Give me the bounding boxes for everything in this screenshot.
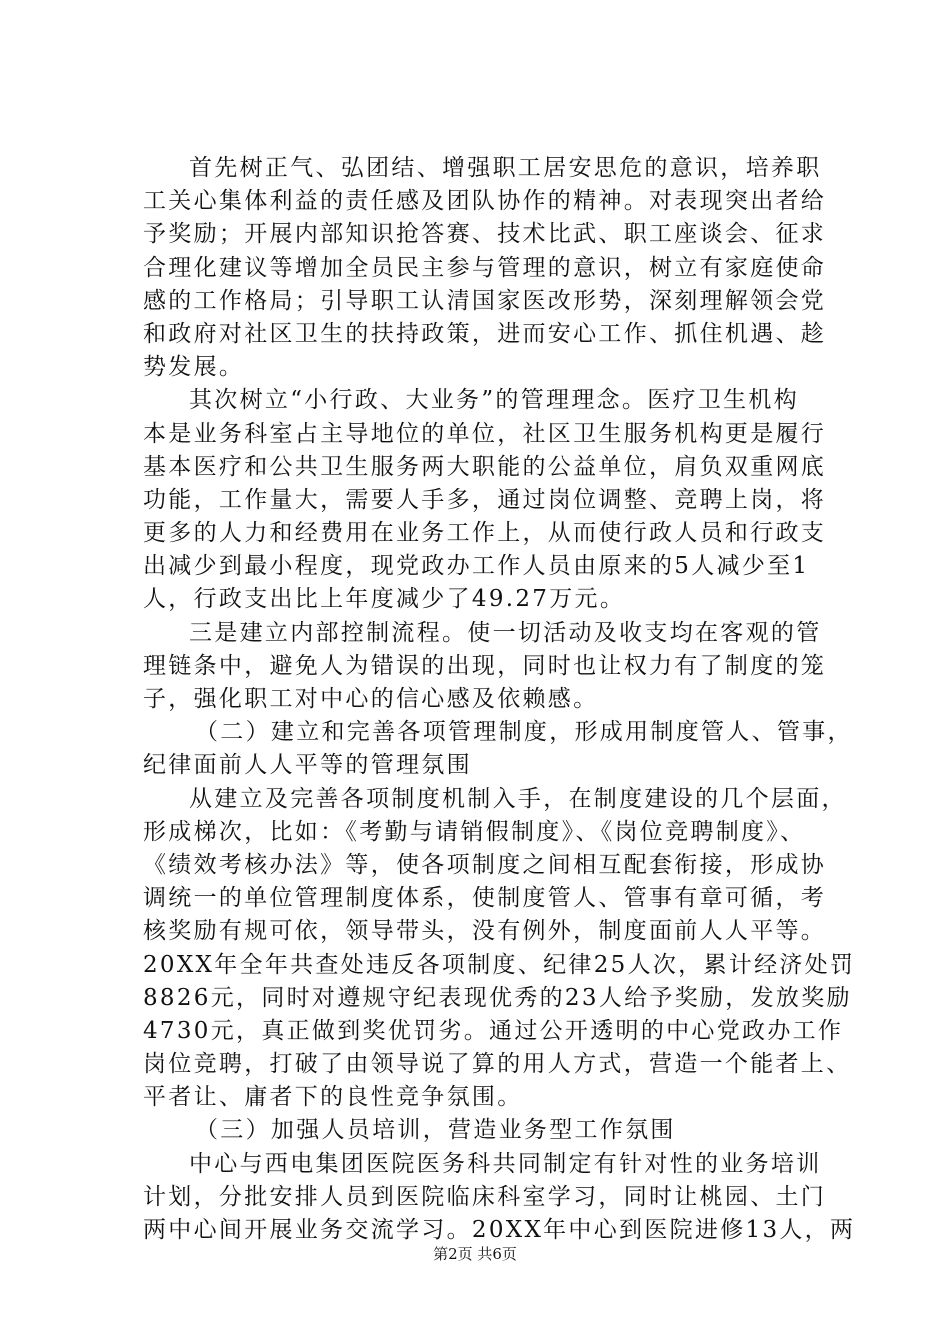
text-line: 合理化建议等增加全员民主参与管理的意识，树立有家庭使命 — [143, 254, 827, 281]
text-line: 首先树正气、弘团结、增强职工居安思危的意识，培养职 — [189, 155, 822, 181]
text-line: 工关心集体利益的责任感及团队协作的精神。对表现突出者给 — [143, 188, 827, 215]
text-line: 从建立及完善各项制度机制入手，在制度建设的几个层面， — [189, 785, 847, 812]
text-line: 20XX年全年共查处违反各项制度、纪律25人次，累计经济处罚 — [143, 951, 856, 978]
text-line: （三）加强人员培训，营造业务型工作氛围 — [195, 1117, 676, 1144]
text-line: 势发展。 — [143, 354, 245, 381]
text-line: 和政府对社区卫生的扶持政策，进而安心工作、抓住机遇、趁 — [143, 320, 827, 347]
text-line: 计划，分批安排人员到医院临床科室学习，同时让桃园、土门 — [143, 1183, 827, 1210]
text-line: 功能，工作量大，需要人手多，通过岗位调整、竞聘上岗，将 — [143, 486, 827, 513]
text-line: 中心与西电集团医院医务科共同制定有针对性的业务培训 — [189, 1150, 822, 1177]
text-line: 基本医疗和公共卫生服务两大职能的公益单位，肩负双重网底 — [143, 453, 827, 480]
text-line: 核奖励有规可依，领导带头，没有例外，制度面前人人平等。 — [143, 918, 827, 945]
text-line: 形成梯次，比如：《考勤与请销假制度》、《岗位竞聘制度》、 — [143, 818, 806, 845]
text-line: 岗位竞聘，打破了由领导说了算的用人方式，营造一个能者上、 — [143, 1051, 852, 1078]
text-line: 4730元，真正做到奖优罚劣。通过公开透明的中心党政办工作 — [143, 1017, 844, 1044]
text-line: 理链条中，避免人为错误的出现，同时也让权力有了制度的笼 — [143, 652, 827, 679]
text-line: 两中心间开展业务交流学习。20XX年中心到医院进修13人，两 — [143, 1217, 856, 1243]
text-line: 三是建立内部控制流程。使一切活动及收支均在客观的管 — [189, 619, 822, 646]
page-footer: 第2页 共6页 — [433, 1245, 517, 1263]
text-line: 8826元，同时对遵规守纪表现优秀的23人给予奖励，发放奖励 — [143, 984, 852, 1011]
text-line: 子，强化职工对中心的信心感及依赖感。 — [143, 686, 599, 712]
text-line: 其次树立“小行政、大业务”的管理理念。医疗卫生机构 — [189, 387, 800, 414]
text-line: （二）建立和完善各项管理制度，形成用制度管人、管事， — [195, 719, 853, 746]
text-line: 平者让、庸者下的良性竞争氛围。 — [143, 1084, 523, 1111]
text-line: 纪律面前人人平等的管理氛围 — [143, 752, 472, 779]
body-text — [143, 152, 856, 1247]
text-line: 《绩效考核办法》等，使各项制度之间相互配套衔接，形成协 — [143, 851, 827, 878]
text-line: 予奖励；开展内部知识抢答赛、技术比武、职工座谈会、征求 — [143, 221, 827, 248]
text-line: 本是业务科室占主导地位的单位，社区卫生服务机构更是履行 — [143, 420, 827, 447]
text-line: 人，行政支出比上年度减少了49.27万元。 — [143, 586, 626, 613]
text-line: 出减少到最小程度，现党政办工作人员由原来的5人减少至1 — [143, 553, 810, 580]
text-line: 调统一的单位管理制度体系，使制度管人、管事有章可循，考 — [143, 885, 827, 912]
text-line: 感的工作格局；引导职工认清国家医改形势，深刻理解领会党 — [143, 287, 827, 314]
text-line: 更多的人力和经费用在业务工作上，从而使行政人员和行政支 — [143, 520, 827, 547]
